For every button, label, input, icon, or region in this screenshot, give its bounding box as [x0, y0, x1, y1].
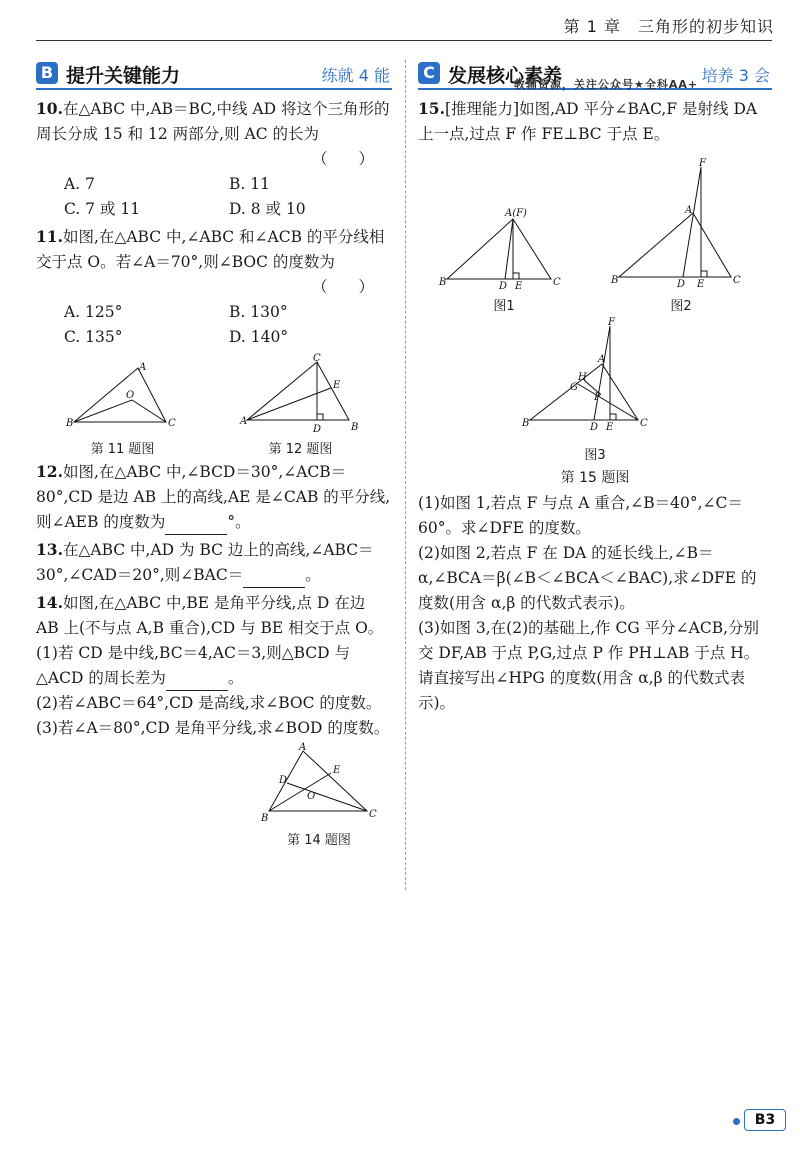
svg-text:P: P: [594, 392, 601, 403]
svg-text:D: D: [499, 281, 508, 292]
figure-14-caption: 第 14 题图: [287, 833, 351, 848]
figure-15-1-diagram: [439, 201, 569, 291]
q11-option-d: D. 140°: [229, 328, 289, 346]
figure-15-2-diagram: [611, 158, 751, 291]
q12-answer-blank[interactable]: [165, 518, 227, 535]
fig11-label-c: C: [167, 418, 176, 429]
section-c-tag: 培养 3 会: [701, 66, 770, 85]
svg-text:H: H: [578, 372, 587, 383]
question-13: [36, 537, 392, 588]
q11-options: [36, 300, 392, 350]
figure-12-caption: 第 12 题图: [268, 442, 333, 457]
q14-part-3: (3)若∠A＝80°,CD 是角平分线,求∠BOD 的度数。: [36, 719, 390, 737]
q10-option-b: B. 11: [229, 175, 270, 193]
q12-number: 12.: [36, 462, 63, 481]
q10-option-d: D. 8 或 10: [229, 200, 306, 218]
fig12-label-b: B: [350, 422, 358, 433]
svg-text:B: B: [439, 277, 447, 288]
q13-number: 13.: [36, 540, 63, 559]
q12-tail: °。: [227, 513, 251, 531]
svg-text:E: E: [515, 281, 523, 292]
fig12-label-d: D: [312, 424, 321, 435]
fig11-label-o: O: [125, 390, 134, 401]
q10-number: 10.: [36, 99, 63, 118]
q14-part-2: (2)若∠ABC＝64°,CD 是高线,求∠BOC 的度数。: [36, 694, 382, 712]
figures-15-row1: [418, 158, 772, 314]
figure-15-1: [439, 201, 569, 314]
question-14: [36, 590, 392, 848]
q13-tail: 。: [305, 566, 321, 584]
figure-12: [239, 353, 361, 457]
figure-14: [246, 742, 392, 848]
column-divider: [405, 60, 406, 890]
svg-text:B: B: [522, 418, 530, 429]
section-c-title: 发展核心素养: [448, 65, 563, 87]
figure-15-3: [418, 317, 772, 487]
figure-15-2-caption: 图2: [670, 299, 692, 314]
q15-part-2: (2)如图 2,若点 F 在 DA 的延长线上,∠B＝α,∠BCA＝β(∠B＜∠BCA＜∠BAC),求∠DFE 的度数(用含 α,β 的代数式表示)。: [418, 544, 757, 612]
figure-11-diagram: [65, 362, 178, 434]
q15-part-1: (1)如图 1,若点 F 与点 A 重合,∠B＝40°,∠C＝60°。求∠DFE 的度数。: [418, 494, 743, 537]
figure-15-caption: 第 15 题图: [560, 470, 630, 486]
figure-15-2: [611, 158, 751, 314]
section-b-bar: [36, 60, 392, 90]
q10-text: 在△ABC 中,AB＝BC,中线 AD 将这个三角形的周长分成 15 和 12 两部分,则 AC 的长为: [36, 100, 390, 143]
section-b-tag: 练就 4 能: [321, 66, 390, 85]
figure-14-diagram: [259, 742, 379, 825]
svg-text:C: C: [733, 275, 741, 286]
header-rule: [36, 40, 772, 41]
q10-option-a: A. 7: [64, 175, 95, 193]
figure-12-diagram: [239, 353, 361, 435]
q12-text: 如图,在△ABC 中,∠BCD＝30°,∠ACB＝80°,CD 是边 AB 上的高线,AE 是∠CAB 的平分线,则∠AEB 的度数为: [36, 463, 391, 531]
svg-text:C: C: [640, 418, 648, 429]
q15-part-3: (3)如图 3,在(2)的基础上,作 CG 平分∠ACB,分别交 DF,AB 于点 P,G,过点 P 作 PH⊥AB 于点 H。请直接写出∠HPG 的度数(用含 α,β 的代数式表示)。: [418, 619, 760, 712]
right-column: [418, 60, 772, 716]
page-dot-icon: [733, 1118, 740, 1125]
svg-text:C: C: [553, 277, 561, 288]
svg-text:E: E: [606, 422, 614, 433]
section-c-bar: [418, 60, 772, 90]
q11-option-a: A. 125°: [64, 303, 123, 321]
svg-text:F: F: [699, 158, 706, 169]
fig11-label-a: A: [138, 362, 146, 373]
fig15-1-label-af: A(F): [505, 208, 527, 219]
svg-text:D: D: [590, 422, 599, 433]
figure-15-1-caption: 图1: [493, 299, 515, 314]
q15-text: [推理能力]如图,AD 平分∠BAC,F 是射线 DA 上一点,过点 F 作 FE⊥BC 于点 E。: [418, 100, 758, 143]
q11-option-c: C. 135°: [64, 328, 123, 346]
section-b-badge: B: [36, 62, 58, 84]
fig12-label-a: A: [239, 416, 247, 427]
question-11: [36, 224, 392, 350]
svg-text:B: B: [611, 275, 619, 286]
section-b-title: 提升关键能力: [66, 65, 181, 87]
q11-number: 11.: [36, 227, 63, 246]
fig12-label-e: E: [332, 380, 340, 391]
q10-options: [36, 172, 392, 222]
q14-answer-blank[interactable]: [166, 674, 228, 691]
fig14-label-c: C: [369, 809, 377, 820]
q11-option-b: B. 130°: [229, 303, 288, 321]
q13-answer-blank[interactable]: [243, 571, 305, 588]
figure-15-3-sub-caption: 图3: [584, 448, 606, 463]
watermark-text: 教辅资源，关注公众号★全科AA+: [514, 78, 699, 91]
question-15: [418, 96, 772, 716]
svg-text:G: G: [570, 382, 578, 393]
page-header: 第 1 章 三角形的初步知识: [563, 17, 774, 36]
figures-11-12: [36, 353, 392, 457]
svg-text:E: E: [697, 279, 705, 290]
svg-text:F: F: [608, 317, 615, 328]
q15-number: 15.: [418, 99, 445, 118]
question-12: [36, 459, 392, 535]
svg-text:A: A: [598, 354, 606, 365]
q14-number: 14.: [36, 593, 63, 612]
page-number: B3: [744, 1109, 786, 1131]
fig14-label-a: A: [299, 742, 307, 753]
fig14-label-d: D: [279, 775, 288, 786]
q11-text: 如图,在△ABC 中,∠ABC 和∠ACB 的平分线相交于点 O。若∠A＝70°,则∠BOC 的度数为: [36, 228, 385, 271]
fig14-label-o: O: [307, 791, 316, 802]
q14-part-1: (1)若 CD 是中线,BC＝4,AC＝3,则△BCD 与△ACD 的周长差为: [36, 644, 351, 687]
fig14-label-e: E: [333, 765, 341, 776]
figure-15-3-diagram: [520, 317, 670, 440]
svg-text:A: A: [685, 205, 693, 216]
section-c-badge: C: [418, 62, 440, 84]
figure-11: [65, 362, 178, 457]
q14-part-1-tail: 。: [227, 669, 244, 687]
figure-11-caption: 第 11 题图: [90, 442, 155, 457]
q13-text: 在△ABC 中,AD 为 BC 边上的高线,∠ABC＝30°,∠CAD＝20°,则∠BAC＝: [36, 541, 374, 584]
svg-text:D: D: [677, 279, 686, 290]
q14-text: 如图,在△ABC 中,BE 是角平分线,点 D 在边 AB 上(不与点 A,B 重合),CD 与 BE 相交于点 O。: [36, 594, 384, 637]
fig12-label-c: C: [312, 353, 321, 364]
q11-answer-paren: （ ）: [311, 278, 374, 296]
question-10: [36, 96, 392, 222]
q10-option-c: C. 7 或 11: [64, 200, 141, 218]
fig11-label-b: B: [65, 418, 73, 429]
left-column: [36, 60, 392, 848]
fig14-label-b: B: [261, 813, 269, 824]
q10-answer-paren: （ ）: [311, 150, 374, 168]
